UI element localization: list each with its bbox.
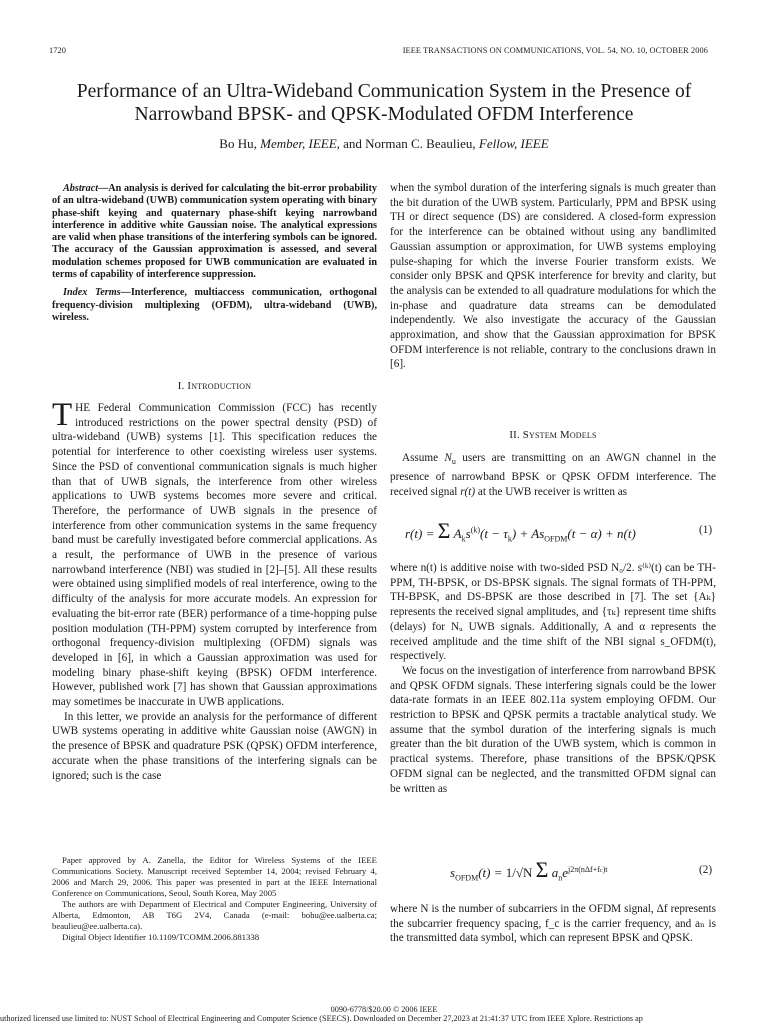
intro-continued bbox=[390, 181, 716, 372]
system-model-paragraph-4: where N is the number of subcarriers in the OFDM signal, Δf represents the subcarrier frequency spacing, f_c is the carrier frequency, and aₙ is the transmitted data symbol, which can represent BPSK and QPSK. bbox=[390, 903, 716, 945]
license-notice: uthorized licensed use limited to: NUST School of Electrical Engineering and Computer Science (SEECS). Downloaded on December 27,2023 at 21:41:37 UTC from IEEE Xplore. Restrictions ap bbox=[0, 1014, 643, 1023]
author-1-role: Member, IEEE, bbox=[260, 136, 340, 151]
index-terms-text: Interference, multiaccess communication, orthogonal frequency-division multiplexing (OFDM), ultra-wideband (UWB), wireless. bbox=[52, 287, 377, 323]
equation-2-number: (2) bbox=[699, 864, 713, 876]
index-terms bbox=[52, 287, 377, 324]
author-line bbox=[40, 136, 728, 152]
section-1-body bbox=[52, 397, 377, 783]
system-model-paragraph-3: We focus on the investigation of interference from narrowband BPSK and QPSK OFDM signals. These interfering signals could be the lower data-rate formats in an IEEE 802.11a system employing OFDM. Our restriction to BPSK and QPSK permits a tractable analytical study. We assume that the symbol duration of the interfering signals is much greater than the bit duration of the UWB system, which is common in practical systems. Therefore, phase transitions of the BPSK/QPSK OFDM signal can be neglected, and the transmitted OFDM signal can be written as bbox=[390, 664, 716, 795]
equation-1-number: (1) bbox=[699, 524, 713, 536]
index-terms-label: Index Terms— bbox=[63, 287, 131, 299]
system-model-paragraph-4-wrap bbox=[390, 902, 716, 946]
page-number: 1720 bbox=[49, 46, 66, 55]
intro-paragraph-3: when the symbol duration of the interfering signals is much greater than the bit duration of the UWB system. Particularly, PPM and BPSK using TH or direct sequence (DS) are considered. A closed-form expression for the interference can be obtained without using any bandlimited Gaussian assumption or approximation, for UWB systems employing pulse-shaping for which the inverse Fourier transform exists. We consider only BPSK and QPSK interference for brevity and clarity, but the analysis can be extended to all quadrature modulations for which the in-phase and quadrature data streams can be demodulated independently. We also investigate the accuracy of the Gaussian approximation, and show that the Gaussian approximation for BPSK OFDM interference is not reliable, contrary to the conclusions drawn in [6]. bbox=[390, 182, 716, 371]
abstract-text: An analysis is derived for calculating the bit-error probability of an ultra-wideband (UWB) communication system operating with binary phase-shift keying and quaternary phase-shift keying narrowband interference in additive white Gaussian noise. The analytical expressions are valid when phase transitions of the interfering symbols can be ignored. The accuracy of the Gaussian approximation is assessed, and several modulation schemes proposed for UWB communication are evaluated in terms of capability of interference suppression. bbox=[52, 183, 377, 281]
paper-title: Performance of an Ultra-Wideband Communication System in the Presence of Narrowband BPSK- and QPSK-Modulated OFDM Interference bbox=[76, 81, 692, 125]
footnote-approval: Paper approved by A. Zanella, the Editor for Wireless Systems of the IEEE Communications Society. Manuscript received September 14, 2004; revised February 4, 2006 and March 29, 2006. This paper was presented in part at the IEEE International Conference on Communications, Seoul, South Korea, May 2005 bbox=[52, 855, 377, 898]
abstract-label: Abstract— bbox=[63, 183, 109, 194]
section-2-title: System Models bbox=[522, 429, 597, 441]
intro-paragraph-2: In this letter, we provide an analysis for the performance of different UWB systems operating in additive white Gaussian noise (AWGN) in the presence of BPSK and quadrature PSK (QPSK) OFDM interference, accurate when the phase transitions of the interfering signals can be ignored; such is the case bbox=[52, 710, 377, 782]
intro-paragraph-1: THE Federal Communication Commission (FCC) has recently introduced restrictions on the power spectral density (PSD) of ultra-wideband (UWB) systems [1]. This specification reduces the potential for interference to other coexisting wireless user systems. Since the PSD of conventional communication signals is much higher than that of UWB signals, the interference from other wireless applications to UWB systems becomes more severe and critical. Therefore, the performance of UWB signals in the presence of interference from other communication systems in the same frequency band must be carefully investigated before commercial applications. As a result, the performance of UWB in the presence of various narrowband interference (NBI) was studied in [2]–[5]. All these results were obtained using simplified models of real interference, owing to the difficulty of the analysis for more accurate models. An expression for evaluating the bit-error rate (BER) performance of a time-hopping pulse position modulation (TH-PPM) system corrupted by interference from orthogonal frequency-division multiplexing (OFDM) signals was developed in [6], in which a Gaussian approximation was used for modeling binary phase-shift keying (BPSK) OFDM interference. However, published work [7] has shown that Gaussian approximations may sometimes be inaccurate in UWB applications. bbox=[52, 397, 377, 709]
left-column bbox=[52, 183, 377, 324]
journal-header: IEEE TRANSACTIONS ON COMMUNICATIONS, VOL. 54, NO. 10, OCTOBER 2006 bbox=[402, 46, 708, 55]
system-model-paragraph-1: Assume $N_u$ users are transmitting on an AWGN channel in the presence of narrowband BPSK or QPSK OFDM interference. The received signal r(t) at the UWB receiver is written as bbox=[390, 452, 717, 498]
author-1: Bo Hu, bbox=[219, 136, 257, 151]
system-model-paragraphs bbox=[390, 561, 716, 796]
author-2-role: Fellow, IEEE bbox=[478, 136, 549, 151]
equation-1: r(t) = Σ $A_ks^{(k)}(t - \tau_k) + As_{OFDM}(t - \alpha) + n(t)$ bbox=[405, 518, 636, 544]
abstract bbox=[52, 183, 377, 281]
footnote-doi: Digital Object Identifier 10.1109/TCOMM.2006.881338 bbox=[62, 932, 260, 942]
footnote bbox=[52, 855, 377, 943]
section-2-heading: II. System Models bbox=[509, 429, 597, 441]
drop-cap: T bbox=[52, 397, 73, 433]
footnote-affiliation: The authors are with Department of Electrical and Computer Engineering, University of Alberta, Edmonton, AB T6G 2V4, Canada (e-mail: bohu@ee.ualberta.ca; beaulieu@ee.ualberta.ca). bbox=[52, 899, 377, 931]
section-1-heading: I. Introduction bbox=[177, 380, 252, 392]
author-2: and Norman C. Beaulieu, bbox=[343, 136, 476, 151]
system-model-paragraph-2: where n(t) is additive noise with two-sided PSD N₀/2. s⁽ᵏ⁾(t) can be TH-PPM, TH-BPSK, or DS-BPSK signals. The signal formats of TH-PPM, TH-BPSK, and DS-BPSK are those described in [7]. The set {Aₖ} represents the received signal amplitudes, and {τₖ} represent time shifts (delays) for Nᵤ UWB signals. Additionally, A and α represents the received amplitude and the time shift of the NBI signal s_OFDM(t), respectively. bbox=[390, 562, 716, 663]
copyright: 0090-6778/$20.00 © 2006 IEEE bbox=[330, 1005, 438, 1014]
section-1-title: Introduction bbox=[187, 380, 252, 392]
equation-2: $s_{OFDM}(t) = 1/√N$ Σ $a_ne^{j2\pi(n\Delta f+fc)t}$ bbox=[450, 857, 608, 883]
